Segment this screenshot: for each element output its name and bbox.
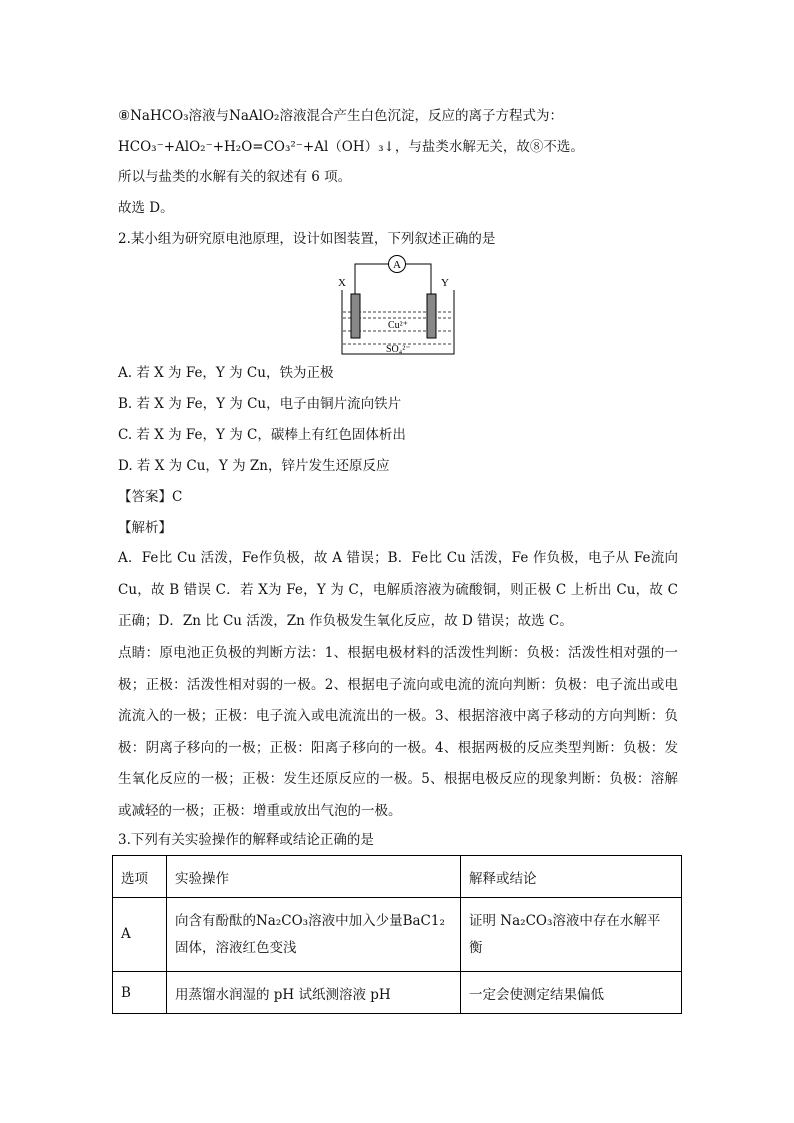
table-header-cell: 解释或结论 (461, 856, 682, 898)
table-header-cell: 实验操作 (167, 856, 461, 898)
table-cell: 一定会使测定结果偏低 (461, 972, 682, 1014)
table-row (113, 898, 682, 972)
ion-so4-label: SO₄²⁻ (386, 344, 411, 355)
question-3-stem: 3.下列有关实验操作的解释或结论正确的是 (118, 832, 374, 848)
option-d: D. 若 X 为 Cu，Y 为 Zn，锌片发生还原反应 (118, 458, 390, 474)
electrode-y-label: Y (441, 277, 449, 289)
text-line-4: 故选 D。 (118, 200, 174, 216)
table-row (113, 972, 682, 1014)
experiment-table (112, 855, 682, 1014)
ion-cu-label: Cu²⁺ (388, 320, 408, 331)
ammeter-label: A (393, 259, 401, 271)
question-2-stem: 2.某小组为研究原电池原理，设计如图装置，下列叙述正确的是 (118, 231, 496, 247)
electrode-x (351, 294, 360, 338)
electrode-y (427, 294, 436, 338)
option-b: B. 若 X 为 Fe，Y 为 Cu，电子由铜片流向铁片 (118, 396, 402, 412)
table-header-row (113, 856, 682, 898)
tip-text: 点睛：原电池正负极的判断方法：1、根据电极材料的活泼性判断：负极：活泼性相对强的一极；正极：活泼性相对弱的一极。2、根据电子流向或电流的流向判断：负极：电子流出或电流流入的一极；正极：电子流入或电流流出的一极。3、根据溶液中离子移动的方向判断：负极：阴离子移向的一极；正极：阳离子移向的一极。4、根据两极的反应类型判断：负极：发生氧化反应的一极；正极：发生还原反应的一极。5、根据电极反应的现象判断：负极：溶解或减轻的一极；正极：增重或放出气泡的一极。 (118, 645, 678, 819)
table-cell: A (113, 898, 167, 972)
text-line-3: 所以与盐类的水解有关的叙述有 6 项。 (118, 169, 352, 185)
electrode-x-label: X (338, 277, 346, 289)
option-c: C. 若 X 为 Fe，Y 为 C，碳棒上有红色固体析出 (118, 427, 406, 443)
table-cell: 向含有酚酞的Na₂CO₃溶液中加入少量BaC1₂固体，溶液红色变浅 (167, 898, 461, 972)
table-cell: 用蒸馏水润湿的 pH 试纸测溶液 pH (167, 972, 461, 1014)
galvanic-cell-diagram (334, 252, 464, 360)
answer: 【答案】C (118, 489, 183, 505)
text-line-1: ⑧NaHCO₃溶液与NaAlO₂溶液混合产生白色沉淀，反应的离子方程式为： (118, 108, 563, 124)
analysis-text: A．Fe比 Cu 活泼，Fe作负极，故 A 错误；B．Fe比 Cu 活泼，Fe 作负极，电子从 Fe流向 Cu，故 B 错误 C．若 X为 Fe，Y 为 C，电解质溶液为硫酸铜，则正极 C 上析出 Cu，故 C 正确；D．Zn 比 Cu 活泼，Zn 作负极发生氧化反应，故 D 错误；故选 C。 (118, 550, 678, 629)
table-cell: 证明 Na₂CO₃溶液中存在水解平衡 (461, 898, 682, 972)
option-a: A. 若 X 为 Fe，Y 为 Cu，铁为正极 (118, 365, 334, 381)
analysis-title: 【解析】 (118, 520, 172, 536)
text-line-2: HCO₃⁻+AlO₂⁻+H₂O=CO₃²⁻+Al（OH）₃↓，与盐类水解无关，故⑧不选。 (118, 139, 584, 155)
table-cell: B (113, 972, 167, 1014)
table-header-cell: 选项 (113, 856, 167, 898)
